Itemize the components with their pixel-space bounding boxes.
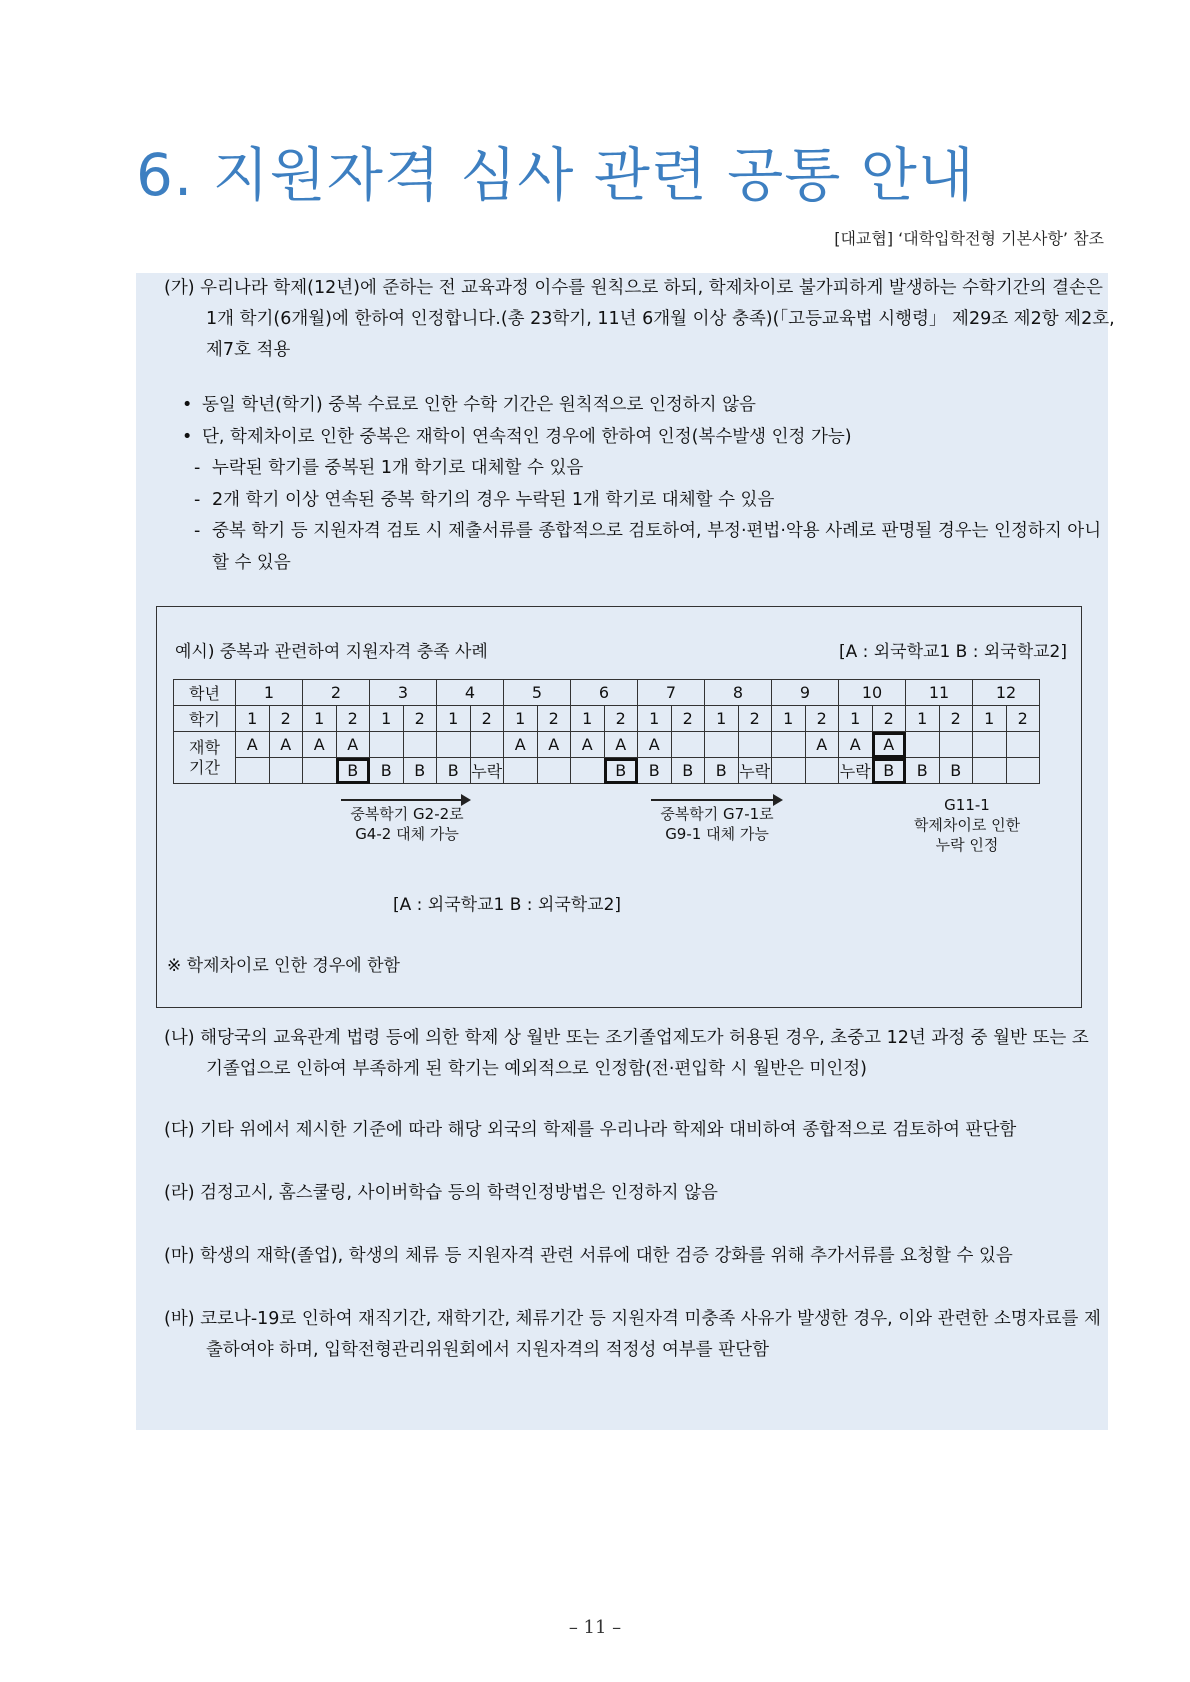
school-a-cell: A bbox=[537, 732, 571, 758]
school-b-cell: B bbox=[437, 758, 471, 784]
school-b-cell: B bbox=[403, 758, 437, 784]
section-na: (나) 해당국의 교육관계 법령 등에 의한 학제 상 월반 또는 조기졸업제도가 허용된 경우, 초중고 12년 과정 중 월반 또는 조 기졸업으로 인하여 부족하게 된 학기는 예외적으로 인정함(전·편입학 시 월반은 미인정) bbox=[164, 1028, 1089, 1079]
semester-cell: 2 bbox=[604, 706, 638, 732]
semester-cell: 2 bbox=[336, 706, 370, 732]
row-label: 재학 기간 bbox=[174, 732, 236, 784]
school-a-cell: A bbox=[839, 732, 873, 758]
schedule-table bbox=[173, 679, 1040, 784]
section-ga bbox=[164, 273, 1115, 366]
note-duplicate-g2: 중복학기 G2-2로 G4-2 대체 가능 bbox=[350, 805, 464, 843]
page-number: – 11 – bbox=[568, 1617, 622, 1638]
school-a-cell bbox=[437, 732, 471, 758]
school-b-cell bbox=[772, 758, 806, 784]
school-b-cell: B bbox=[705, 758, 739, 784]
grade-cell: 5 bbox=[504, 680, 571, 706]
school-b-cell: 누락 bbox=[470, 758, 504, 784]
dash-item-continued: 할 수 있음 bbox=[212, 552, 291, 573]
grade-cell: 3 bbox=[370, 680, 437, 706]
school-a-cell bbox=[738, 732, 772, 758]
semester-cell: 2 bbox=[470, 706, 504, 732]
semester-cell: 1 bbox=[638, 706, 672, 732]
section-ba: (바) 코로나-19로 인하여 재직기간, 재학기간, 체류기간 등 지원자격 미충족 사유가 발생한 경우, 이와 관련한 소명자료를 제 출하여야 하며, 입학전형관리위원회에서 지원자격의 적정성 여부를 판단함 bbox=[164, 1309, 1101, 1360]
grade-cell: 11 bbox=[906, 680, 973, 706]
school-a-cell: A bbox=[571, 732, 605, 758]
semester-cell: 1 bbox=[437, 706, 471, 732]
school-b-cell bbox=[571, 758, 605, 784]
school-a-cell bbox=[973, 732, 1007, 758]
school-b-cell: B bbox=[604, 758, 638, 784]
grade-cell: 6 bbox=[571, 680, 638, 706]
school-b-cell: 누락 bbox=[839, 758, 873, 784]
school-a-cell: A bbox=[872, 732, 906, 758]
grade-cell: 12 bbox=[973, 680, 1040, 706]
school-a-cell: A bbox=[269, 732, 303, 758]
school-a-cell bbox=[370, 732, 404, 758]
semester-cell: 1 bbox=[906, 706, 940, 732]
dash-item: - 중복 학기 등 지원자격 검토 시 제출서류를 종합적으로 검토하여, 부정·편법·악용 사례로 판명될 경우는 인정하지 아니 bbox=[194, 521, 1102, 541]
school-b-cell: B bbox=[638, 758, 672, 784]
semester-cell: 1 bbox=[571, 706, 605, 732]
school-a-cell: A bbox=[638, 732, 672, 758]
school-a-cell: A bbox=[303, 732, 337, 758]
section-ga-bullets bbox=[182, 390, 1101, 579]
semester-cell: 2 bbox=[671, 706, 705, 732]
school-b-cell bbox=[504, 758, 538, 784]
semester-cell: 1 bbox=[772, 706, 806, 732]
semester-cell: 1 bbox=[839, 706, 873, 732]
semester-cell: 1 bbox=[705, 706, 739, 732]
school-b-cell: B bbox=[872, 758, 906, 784]
school-b-cell bbox=[236, 758, 270, 784]
example-box bbox=[156, 606, 1082, 1008]
grade-cell: 2 bbox=[303, 680, 370, 706]
school-b-cell: B bbox=[906, 758, 940, 784]
section-ra: (라) 검정고시, 홈스쿨링, 사이버학습 등의 학력인정방법은 인정하지 않음 bbox=[164, 1183, 718, 1203]
example-footnote: ※ 학제차이로 인한 경우에 한함 bbox=[167, 956, 400, 976]
school-b-cell bbox=[303, 758, 337, 784]
grade-cell: 7 bbox=[638, 680, 705, 706]
row-label: 학기 bbox=[174, 706, 236, 732]
bullet-item: • 동일 학년(학기) 중복 수료로 인한 수학 기간은 원칙적으로 인정하지 않음 bbox=[182, 395, 756, 415]
arrow-icon bbox=[651, 799, 781, 801]
semester-row bbox=[174, 706, 1040, 732]
school-b-cell bbox=[537, 758, 571, 784]
section-da: (다) 기타 위에서 제시한 기준에 따라 해당 외국의 학제를 우리나라 학제와 대비하여 종합적으로 검토하여 판단함 bbox=[164, 1120, 1017, 1140]
school-b-cell: B bbox=[939, 758, 973, 784]
section-ga-line: (가) 우리나라 학제(12년)에 준하는 전 교육과정 이수를 원칙으로 하되, 학제차이로 불가피하게 발생하는 수학기간의 결손은 bbox=[164, 278, 1103, 298]
page-title: 6. 지원자격 심사 관련 공통 안내 bbox=[136, 141, 975, 209]
school-a-cell bbox=[403, 732, 437, 758]
school-a-cell bbox=[671, 732, 705, 758]
example-title: 예시) 중복과 관련하여 지원자격 충족 사례 bbox=[175, 642, 488, 662]
semester-cell: 2 bbox=[269, 706, 303, 732]
school-a-cell: A bbox=[336, 732, 370, 758]
school-a-cell bbox=[1006, 732, 1040, 758]
section-ga-line: 제7호 적용 bbox=[206, 340, 291, 360]
grade-cell: 9 bbox=[772, 680, 839, 706]
semester-cell: 1 bbox=[236, 706, 270, 732]
school-b-cell bbox=[805, 758, 839, 784]
school-a-cell bbox=[705, 732, 739, 758]
school-a-cell bbox=[906, 732, 940, 758]
semester-cell: 2 bbox=[939, 706, 973, 732]
arrow-icon bbox=[341, 799, 469, 801]
example-legend-secondary: [A : 외국학교1 B : 외국학교2] bbox=[393, 895, 622, 915]
school-a-cell bbox=[470, 732, 504, 758]
school-b-cell: 누락 bbox=[738, 758, 772, 784]
school-b-cell bbox=[269, 758, 303, 784]
dash-item: - 누락된 학기를 중복된 1개 학기로 대체할 수 있음 bbox=[194, 458, 584, 478]
grade-row bbox=[174, 680, 1040, 706]
semester-cell: 2 bbox=[1006, 706, 1040, 732]
semester-cell: 2 bbox=[537, 706, 571, 732]
semester-cell: 2 bbox=[738, 706, 772, 732]
reference-note: [대교협] ‘대학입학전형 기본사항’ 참조 bbox=[834, 229, 1104, 248]
note-duplicate-g7: 중복학기 G7-1로 G9-1 대체 가능 bbox=[660, 805, 774, 843]
semester-cell: 1 bbox=[504, 706, 538, 732]
school-b-cell: B bbox=[336, 758, 370, 784]
school-a-cell: A bbox=[504, 732, 538, 758]
note-missing-g11: G11-1 학제차이로 인한 누락 인정 bbox=[913, 796, 1021, 854]
grade-cell: 8 bbox=[705, 680, 772, 706]
dash-item: - 2개 학기 이상 연속된 중복 학기의 경우 누락된 1개 학기로 대체할 수 있음 bbox=[194, 489, 775, 510]
content-panel bbox=[136, 273, 1115, 1430]
school-b-cell bbox=[1006, 758, 1040, 784]
school-a-cell: A bbox=[604, 732, 638, 758]
section-ma: (마) 학생의 재학(졸업), 학생의 체류 등 지원자격 관련 서류에 대한 검증 강화를 위해 추가서류를 요청할 수 있음 bbox=[164, 1246, 1013, 1266]
semester-cell: 2 bbox=[805, 706, 839, 732]
school-a-cell bbox=[939, 732, 973, 758]
grade-cell: 10 bbox=[839, 680, 906, 706]
semester-cell: 1 bbox=[303, 706, 337, 732]
example-legend: [A : 외국학교1 B : 외국학교2] bbox=[838, 642, 1067, 662]
school-b-cell bbox=[973, 758, 1007, 784]
school-a-cell: A bbox=[236, 732, 270, 758]
school-b-cell: B bbox=[370, 758, 404, 784]
semester-cell: 1 bbox=[370, 706, 404, 732]
grade-cell: 1 bbox=[236, 680, 303, 706]
school-b-cell: B bbox=[671, 758, 705, 784]
semester-cell: 2 bbox=[872, 706, 906, 732]
semester-cell: 2 bbox=[403, 706, 437, 732]
section-ga-line: 1개 학기(6개월)에 한하여 인정합니다.(총 23학기, 11년 6개월 이상 충족)(「고등교육법 시행령」 제29조 제2항 제2호, bbox=[206, 309, 1115, 329]
grade-cell: 4 bbox=[437, 680, 504, 706]
school-a-cell bbox=[772, 732, 806, 758]
semester-cell: 1 bbox=[973, 706, 1007, 732]
school-a-cell: A bbox=[805, 732, 839, 758]
row-label: 학년 bbox=[174, 680, 236, 706]
bullet-item: • 단, 학제차이로 인한 중복은 재학이 연속적인 경우에 한하여 인정(복수발생 인정 가능) bbox=[182, 426, 852, 447]
school-a-row bbox=[174, 732, 1040, 758]
school-b-row bbox=[174, 758, 1040, 784]
